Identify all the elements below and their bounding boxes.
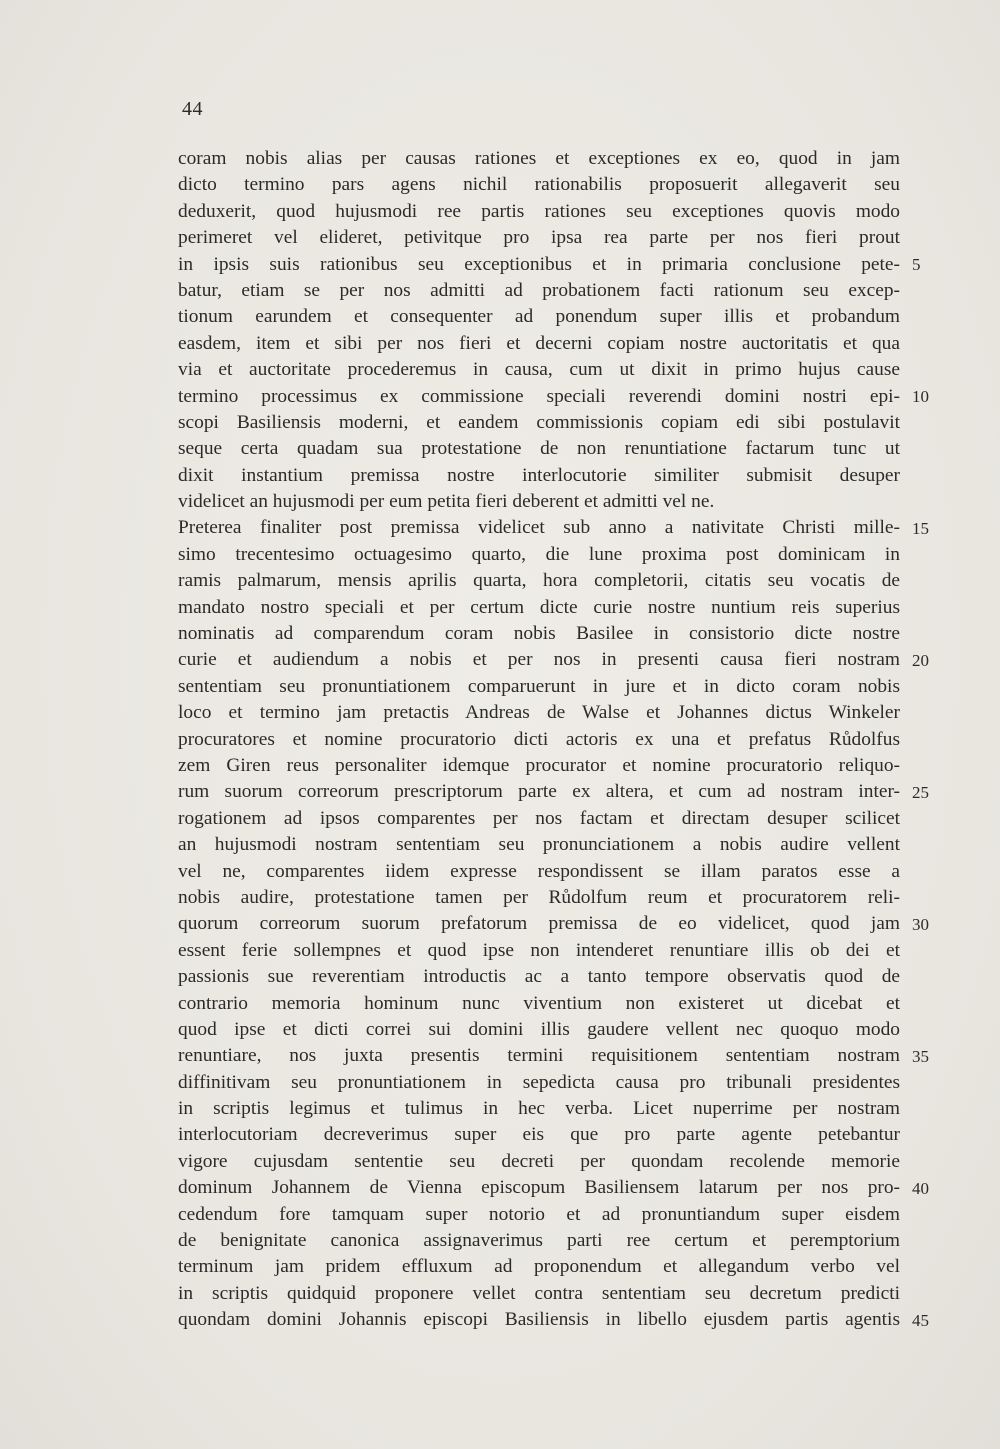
text-line: procuratores et nomine procuratorio dicti actoris ex una et prefatus Růdolfus [178,728,900,750]
text-line: in scriptis legimus et tulimus in hec verba. Licet nuperrime per nostram [178,1098,900,1120]
text-line: de benignitate canonica assignaverimus parti ree certum et peremptorium [178,1230,900,1252]
text-line: nobis audire, protestatione tamen per Růdolfum reum et procuratorem reli- [178,886,900,908]
text-line: termino processimus ex commissione speciali reverendi domini nostri epi- [178,385,900,407]
text-line: seque certa quadam sua protestatione de non renuntiatione factarum tunc ut [178,438,900,460]
text-line: dominum Johannem de Vienna episcopum Basiliensem latarum per nos pro- [178,1177,900,1199]
text-line: passionis sue reverentiam introductis ac a tanto tempore observatis quod de [178,966,900,988]
text-line: sententiam seu pronuntiationem comparuerunt in jure et in dicto coram nobis [178,675,900,697]
text-line: easdem, item et sibi per nos fieri et decerni copiam nostre auctoritatis et qua [178,332,900,354]
text-line: in scriptis quidquid proponere vellet contra sententiam seu decretum predicti [178,1282,900,1304]
text-line: curie et audiendum a nobis et per nos in presenti causa fieri nostram [178,649,900,671]
text-line: vigore cujusdam sententie seu decreti per quondam recolende memorie [178,1150,900,1172]
text-line: essent ferie sollempnes et quod ipse non intenderet renuntiare illis ob dei et [178,939,900,961]
text-line: simo trecentesimo octuagesimo quarto, die lune proxima post dominicam in [178,543,900,565]
page-number: 44 [182,98,203,120]
line-number: 45 [912,1310,929,1330]
text-line: terminum jam pridem effluxum ad proponendum et allegandum verbo vel [178,1256,900,1278]
text-line: quondam domini Johannis episcopi Basiliensis in libello ejusdem partis agentis [178,1309,900,1331]
text-line: diffinitivam seu pronuntiationem in sepedicta causa pro tribunali presidentes [178,1071,900,1093]
text-line: videlicet an hujusmodi per eum petita fieri deberent et admitti vel ne. [178,491,715,513]
text-line: mandato nostro speciali et per certum dicte curie nostre nuntium reis superius [178,596,900,618]
text-line: in ipsis suis rationibus seu exceptionibus et in primaria conclusione pete- [178,253,900,275]
line-number: 10 [912,386,929,406]
text-line: an hujusmodi nostram sententiam seu pronunciationem a nobis audire vellent [178,834,900,856]
text-line: renuntiare, nos juxta presentis termini requisitionem sententiam nostram [178,1045,900,1067]
text-line: dixit instantium premissa nostre interlocutorie similiter submisit desuper [178,464,900,486]
text-line: deduxerit, quod hujusmodi ree partis rationes seu exceptiones quovis modo [178,200,900,222]
text-line: coram nobis alias per causas rationes et exceptiones ex eo, quod in jam [178,148,900,169]
text-line: nominatis ad comparendum coram nobis Basilee in consistorio dicte nostre [178,623,900,645]
line-number: 20 [912,650,929,670]
text-line: scopi Basiliensis moderni, et eandem commissionis copiam edi sibi postulavit [178,411,900,433]
line-number: 40 [912,1178,929,1198]
text-line: rum suorum correorum prescriptorum parte ex altera, et cum ad nostram inter- [178,781,900,803]
text-line: rogationem ad ipsos comparentes per nos factam et directam desuper scilicet [178,807,900,829]
text-line: via et auctoritate procederemus in causa, cum ut dixit in primo hujus cause [178,359,900,381]
text-line: batur, etiam se per nos admitti ad probationem facti rationum seu excep- [178,279,900,301]
line-number: 5 [912,254,921,274]
line-number: 25 [912,782,929,802]
text-line: dicto termino pars agens nichil rationabilis proposuerit allegaverit seu [178,174,900,196]
text-line: loco et termino jam pretactis Andreas de Walse et Johannes dictus Winkeler [178,702,900,724]
line-number: 35 [912,1046,929,1066]
text-line: zem Giren reus personaliter idemque procurator et nomine procuratorio reliquo- [178,754,900,776]
text-line: tionum earundem et consequenter ad ponendum super illis et probandum [178,306,900,328]
body-text [178,146,900,1334]
text-line: vel ne, comparentes iidem expresse respondissent se illam paratos esse a [178,860,900,882]
text-line: perimeret vel elideret, petivitque pro ipsa rea parte per nos fieri prout [178,227,900,249]
text-line: contrario memoria hominum nunc viventium non existeret ut dicebat et [178,992,900,1014]
text-line: ramis palmarum, mensis aprilis quarta, hora completorii, citatis seu vocatis de [178,570,900,592]
text-line: quod ipse et dicti correi sui domini illis gaudere vellent nec quoquo modo [178,1018,900,1040]
line-number: 15 [912,518,929,538]
text-line: Preterea finaliter post premissa videlicet sub anno a nativitate Christi mille- [178,517,900,539]
text-line: cedendum fore tamquam super notorio et ad pronuntiandum super eisdem [178,1203,900,1225]
text-line: quorum correorum suorum prefatorum premissa de eo videlicet, quod jam [178,913,900,935]
text-line: interlocutoriam decreverimus super eis que pro parte agente petebantur [178,1124,900,1146]
line-number: 30 [912,914,929,934]
